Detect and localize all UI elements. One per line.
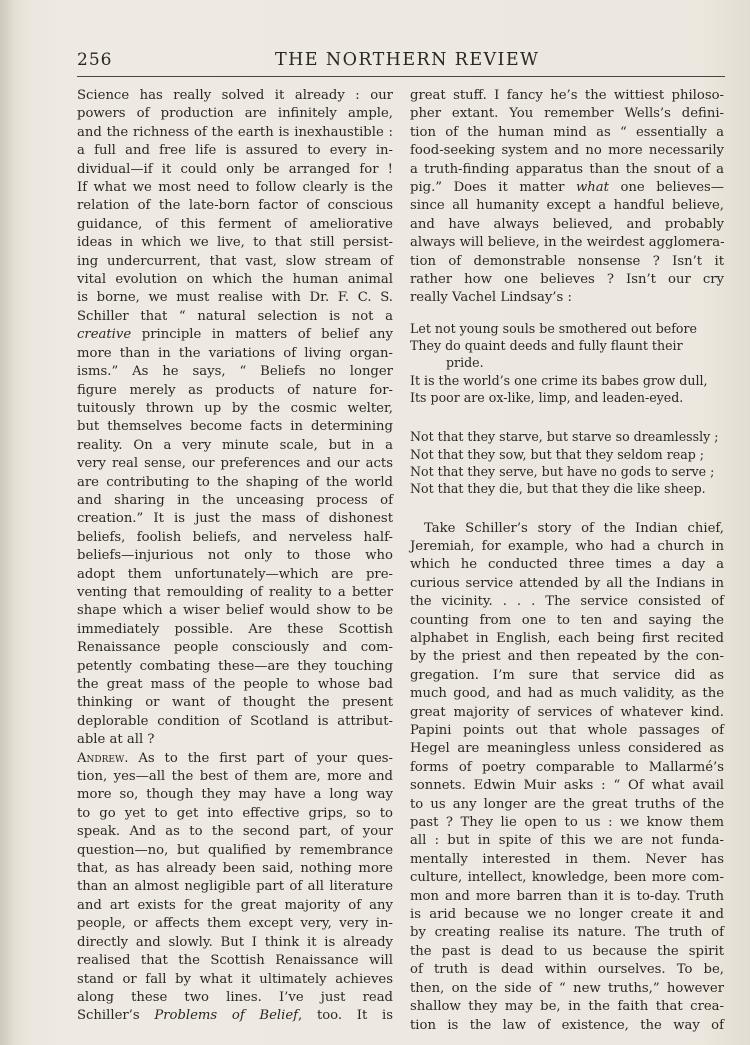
running-title: THE NORTHERN REVIEW [275, 50, 540, 70]
text-line: Jeremiah, for example, who had a church in [410, 538, 724, 554]
text-line: deplorable condition of Scotland is attribut- [77, 713, 393, 729]
poem-stanza [410, 428, 724, 497]
text-line: powers of production are infinitely ample, [77, 106, 393, 122]
text-line: alphabet in English, each being first recited [410, 630, 724, 646]
spacer [410, 308, 724, 320]
text-line: and have always believed, and probably [410, 216, 724, 232]
page-number: 256 [77, 50, 113, 70]
text-line: speak. And as to the second part, of your [77, 824, 393, 840]
text-line: a full and free life is assured to every in- [77, 143, 393, 159]
text-line: tion is the law of existence, the way of [410, 1017, 724, 1033]
text-line: culture, intellect, knowledge, been more com- [410, 870, 724, 886]
text-line: thinking or want of thought the present [77, 695, 393, 711]
text-line: rather how one believes ? Isn’t our cry [410, 272, 724, 288]
text-line: relation of the late-born factor of conscious [77, 198, 393, 214]
page-header [77, 48, 725, 74]
text-line: reality. On a very minute scale, but in a [77, 437, 393, 453]
spacer [410, 406, 724, 428]
text-line: to go yet to get into effective grips, so to [77, 805, 393, 821]
text-line: since all humanity except a handful believe, [410, 198, 724, 214]
text-line: curious service attended by all the Indians in [410, 575, 724, 591]
text-line: pher extant. You remember Wells’s defini- [410, 106, 724, 122]
text-line: Papini points out that whole passages of [410, 723, 724, 739]
text-line: Not that they serve, but have no gods to serve ; [410, 463, 715, 479]
text-line: directly and slowly. But I think it is already [77, 934, 393, 950]
text-line: Its poor are ox-like, limp, and leaden-eyed. [410, 390, 684, 406]
text-line: figure merely as products of nature for- [77, 382, 393, 398]
text-line: that, as has already been said, nothing more [77, 861, 393, 877]
text-line: beliefs—injurious not only to those who [77, 548, 393, 564]
text-line: then, on the side of “ new truths,” however [410, 980, 724, 996]
text-line: counting from one to ten and saying the [410, 612, 724, 628]
text-line: Let not young souls be smothered out before [410, 320, 697, 336]
header-rule [77, 76, 725, 77]
text-line: the past is dead to us because the spirit [410, 943, 724, 959]
text-line: Andrew. As to the first part of your ques- [77, 750, 393, 766]
text-line: adopt them unfortunately—which are pre- [77, 566, 393, 582]
text-line: It is the world’s one crime its babes grow dull, [410, 372, 708, 388]
text-line: beliefs, foolish beliefs, and nerveless half- [77, 529, 393, 545]
text-line: and the richness of the earth is inexhaustible : [77, 124, 393, 140]
text-line: vital evolution on which the human animal [77, 272, 393, 288]
text-line: Schiller’s Problems of Belief, too. It is [77, 1008, 393, 1024]
text-line: stand or fall by what it ultimately achieves [77, 971, 393, 987]
text-line: and art exists for the great majority of any [77, 897, 393, 913]
text-line: tion of demonstrable nonsense ? Isn’t it [410, 253, 724, 269]
text-line: Hegel are meaningless unless considered as [410, 741, 724, 757]
text-line: than an almost negligible part of all literature [77, 879, 393, 895]
text-line: and sharing in the unceasing process of [77, 492, 393, 508]
spacer [410, 498, 724, 520]
text-line: the vicinity. . . . The service consisted of [410, 594, 724, 610]
text-line: always will believe, in the weirdest agglomera- [410, 235, 725, 251]
text-line: tion, yes—all the best of them are, more and [77, 769, 393, 785]
text-line: realised that the Scottish Renaissance will [77, 953, 393, 969]
text-line: guidance, of this ferment of ameliorative [77, 216, 393, 232]
left-column [77, 87, 393, 1026]
text-line: very real sense, our preferences and our acts [77, 456, 393, 472]
text-line: past ? They lie open to us : we know them [410, 815, 724, 831]
text-line: creative principle in matters of belief any [77, 327, 393, 343]
text-line: pig.” Does it matter what one believes— [410, 180, 724, 196]
text-line: to us any longer are the great truths of the [410, 796, 724, 812]
text-line: creation.” It is just the mass of dishonest [77, 511, 393, 527]
text-line: If what we most need to follow clearly is the [77, 180, 393, 196]
text-line: tion of the human mind as “ essentially a [410, 124, 724, 140]
text-line: a truth-finding apparatus than the snout of a [410, 161, 724, 177]
text-line: forms of poetry comparable to Mallarmé’s [410, 759, 724, 775]
poem-stanza [410, 320, 724, 406]
text-line: people, or affects them except very, very in- [77, 916, 393, 932]
text-line: more than in the variations of living organ- [77, 345, 393, 361]
text-line: Renaissance people consciously and com- [77, 640, 393, 656]
text-line: able at all ? [77, 732, 155, 748]
text-line: all : but in spite of this we are not funda- [410, 833, 724, 849]
text-line: Science has really solved it already : our [77, 88, 393, 103]
text-line: shallow they may be, in the faith that crea- [410, 999, 724, 1015]
text-line: of truth is dead within ourselves. To be, [410, 962, 724, 978]
text-line: are contributing to the shaping of the world [77, 474, 393, 490]
text-line: isms.” As he says, “ Beliefs no longer [77, 364, 393, 380]
text-line: pride. [446, 355, 484, 371]
text-line: venting that remoulding of reality to a better [77, 584, 393, 600]
text-line: gregation. I’m sure that service did as [410, 667, 724, 683]
text-line: mentally interested in them. Never has [410, 851, 724, 867]
text-line: tuitously thrown up by the cosmic welter, [77, 400, 393, 416]
right-column [410, 87, 724, 1035]
text-line: the great mass of the people to whose bad [77, 677, 393, 692]
text-line: more so, though they may have a long way [77, 787, 393, 803]
text-line: dividual—if it could only be arranged for ! [77, 161, 393, 177]
text-line: mon and more barren than it is to-day. Truth [410, 888, 724, 904]
text-line: by creating realise its nature. The truth of [410, 925, 724, 941]
text-line: Not that they sow, but that they seldom reap ; [410, 446, 705, 462]
text-line: but themselves become facts in determining [77, 419, 393, 435]
binding-shadow [0, 0, 14, 1045]
text-line: by the priest and then repeated by the con- [410, 649, 724, 665]
text-line: great majority of services of whatever kind. [410, 704, 724, 720]
text-line: is borne, we must realise with Dr. F. C. S. [77, 290, 393, 306]
text-line: great stuff. I fancy he’s the wittiest philoso- [410, 88, 724, 103]
text-line: much good, and had as much validity, as the [410, 686, 724, 702]
text-line: Schiller that “ natural selection is not a [77, 308, 393, 324]
text-line: They do quaint deeds and fully flaunt their [410, 338, 683, 354]
text-line: food-seeking system and no more necessarily [410, 143, 724, 159]
text-line: Not that they starve, but starve so dreamlessly ; [410, 429, 719, 445]
text-line: Take Schiller’s story of the Indian chief, [424, 520, 724, 536]
text-line: along these two lines. I’ve just read [77, 989, 393, 1005]
text-line: immediately possible. Are these Scottish [77, 621, 393, 637]
text-line: ideas in which we live, to that still persist- [77, 235, 393, 251]
text-line: ing undercurrent, that vast, slow stream of [77, 253, 393, 269]
text-line: is arid because we no longer create it and [410, 907, 724, 923]
text-line: which he conducted three times a day a [410, 557, 724, 573]
text-line: shape which a wiser belief would show to be [77, 603, 393, 619]
text-line: really Vachel Lindsay’s : [410, 290, 572, 306]
text-line: sonnets. Edwin Muir asks : “ Of what avail [410, 778, 724, 794]
text-line: petently combating these—are they touching [77, 658, 393, 674]
text-line: question—no, but qualified by remembrance [77, 842, 393, 858]
text-line: Not that they die, but that they die like sheep. [410, 481, 706, 497]
